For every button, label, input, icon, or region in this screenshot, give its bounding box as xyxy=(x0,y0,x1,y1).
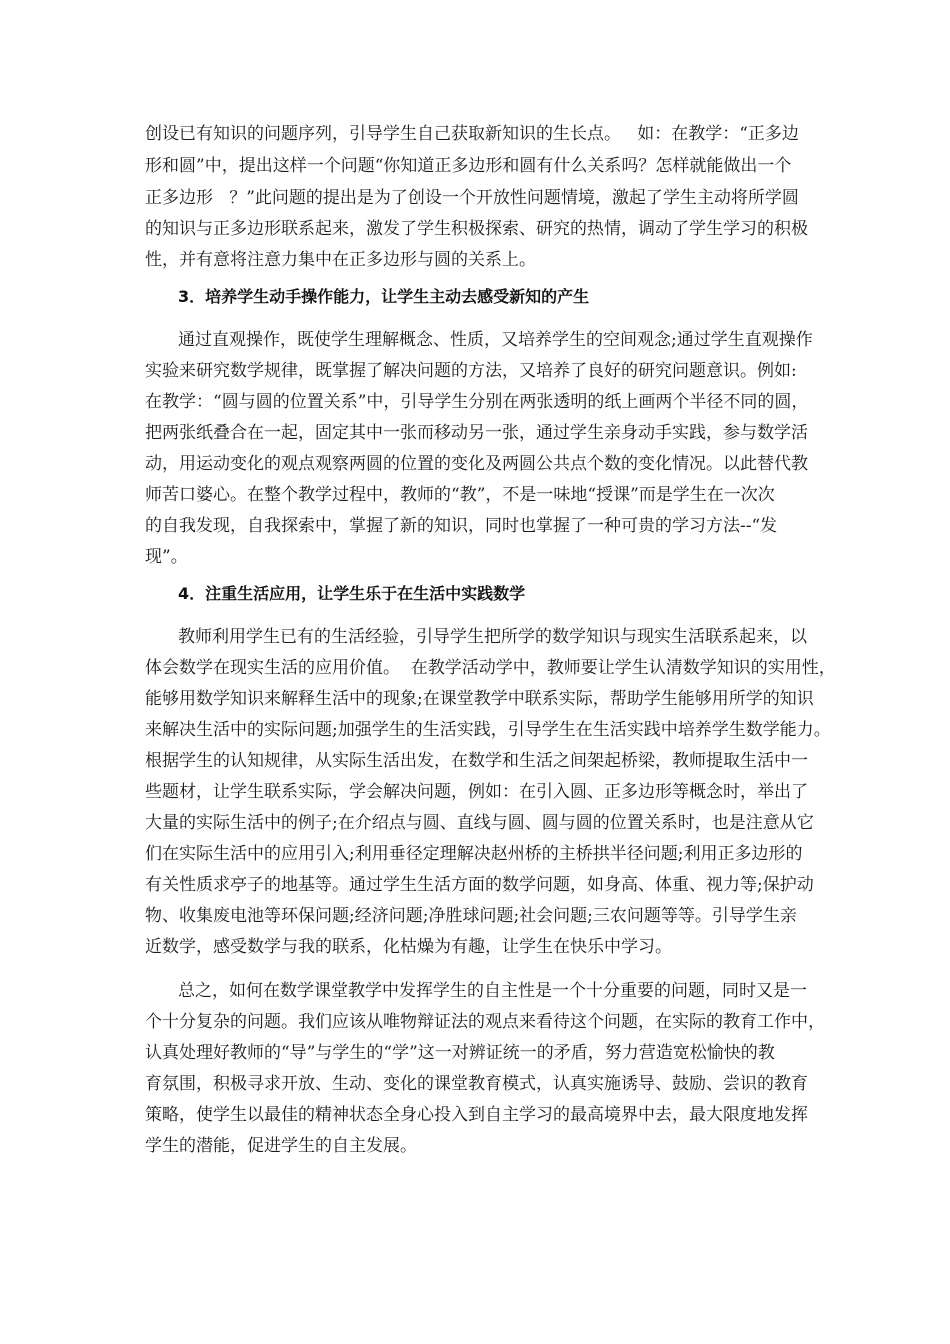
text-line: 学生的潜能，促进学生的自主发展。 xyxy=(145,1136,417,1156)
text-line: 总之，如何在数学课堂教学中发挥学生的自主性是一个十分重要的问题，同时又是一 xyxy=(178,981,807,1001)
text-line: 现”。 xyxy=(145,547,188,567)
text-line: 些题材，让学生联系实际，学会解决问题，例如：在引入圆、正多边形等概念时，举出了 xyxy=(145,782,808,802)
text-line: 个十分复杂的问题。我们应该从唯物辩证法的观点来看待这个问题，在实际的教育工作中， xyxy=(145,1012,825,1032)
text-line: 实验来研究数学规律，既掌握了解决问题的方法，又培养了良好的研究问题意识。例如: xyxy=(145,361,797,381)
text-line: 认真处理好教师的“导”与学生的“学”这一对辨证统一的矛盾，努力营造宽松愉快的教 xyxy=(145,1043,775,1063)
text-line: 的知识与正多边形联系起来，激发了学生积极探索、研究的热情，调动了学生学习的积极 xyxy=(145,219,808,239)
text-line: 大量的实际生活中的例子;在介绍点与圆、直线与圆、圆与圆的位置关系时，也是注意从它 xyxy=(145,813,814,833)
text-line: 体会数学在现实生活的应用价值。 在教学活动学中，教师要让学生认清数学知识的实用性， xyxy=(145,658,836,678)
text-line: 动，用运动变化的观点观察两圆的位置的变化及两圆公共点个数的变化情况。以此替代教 xyxy=(145,454,808,474)
text-line: 在教学：“圆与圆的位置关系”中，引导学生分别在两张透明的纸上画两个半径不同的圆， xyxy=(145,392,809,412)
text-line: 创设已有知识的问题序列，引导学生自己获取新知识的生长点。 如：在教学：“正多边 xyxy=(145,124,799,144)
text-line: 能够用数学知识来解释生活中的现象;在课堂教学中联系实际，帮助学生能够用所学的知识 xyxy=(145,689,814,709)
text-line: 近数学，感受数学与我的联系，化枯燥为有趣，让学生在快乐中学习。 xyxy=(145,937,672,957)
section-heading-3: 3．培养学生动手操作能力，让学生主动去感受新知的产生 xyxy=(178,287,590,306)
text-line: 的自我发现，自我探索中，掌握了新的知识，同时也掌握了一种可贵的学习方法--“发 xyxy=(145,516,778,536)
text-line: 有关性质求亭子的地基等。通过学生生活方面的数学问题，如身高、体重、视力等;保护动 xyxy=(145,875,814,895)
text-line: 通过直观操作，既使学生理解概念、性质，又培养学生的空间观念;通过学生直观操作 xyxy=(178,330,813,350)
text-line: 物、收集废电池等环保问题;经济问题;净胜球问题;社会问题;三农问题等等。引导学生亲 xyxy=(145,906,797,926)
text-line: 育氛围，积极寻求开放、生动、变化的课堂教育模式，认真实施诱导、鼓励、尝识的教育 xyxy=(145,1074,808,1094)
text-line: 性，并有意将注意力集中在正多边形与圆的关系上。 xyxy=(145,250,536,270)
text-line: 师苦口婆心。在整个教学过程中，教师的“教”，不是一味地“授课”而是学生在一次次 xyxy=(145,485,775,505)
text-line: 来解决生活中的实际问题;加强学生的生活实践，引导学生在生活实践中培养学生数学能力。 xyxy=(145,720,831,740)
section-heading-4: 4．注重生活应用，让学生乐于在生活中实践数学 xyxy=(178,584,526,603)
text-line: 策略，使学生以最佳的精神状态全身心投入到自主学习的最高境界中去，最大限度地发挥 xyxy=(145,1105,808,1125)
text-line: 把两张纸叠合在一起，固定其中一张而移动另一张，通过学生亲身动手实践，参与数学活 xyxy=(145,423,808,443)
text-line: 正多边形 ？”此问题的提出是为了创设一个开放性问题情境，激起了学生主动将所学圆 xyxy=(145,188,799,208)
text-line: 教师利用学生已有的生活经验，引导学生把所学的数学知识与现实生活联系起来，以 xyxy=(178,627,807,647)
text-line: 形和圆”中，提出这样一个问题“你知道正多边形和圆有什么关系吗？怎样就能做出一个 xyxy=(145,156,792,176)
text-line: 们在实际生活中的应用引入;利用垂径定理解决赵州桥的主桥拱半径问题;利用正多边形的 xyxy=(145,844,803,864)
text-line: 根据学生的认知规律，从实际生活出发，在数学和生活之间架起桥梁，教师提取生活中一 xyxy=(145,751,808,771)
